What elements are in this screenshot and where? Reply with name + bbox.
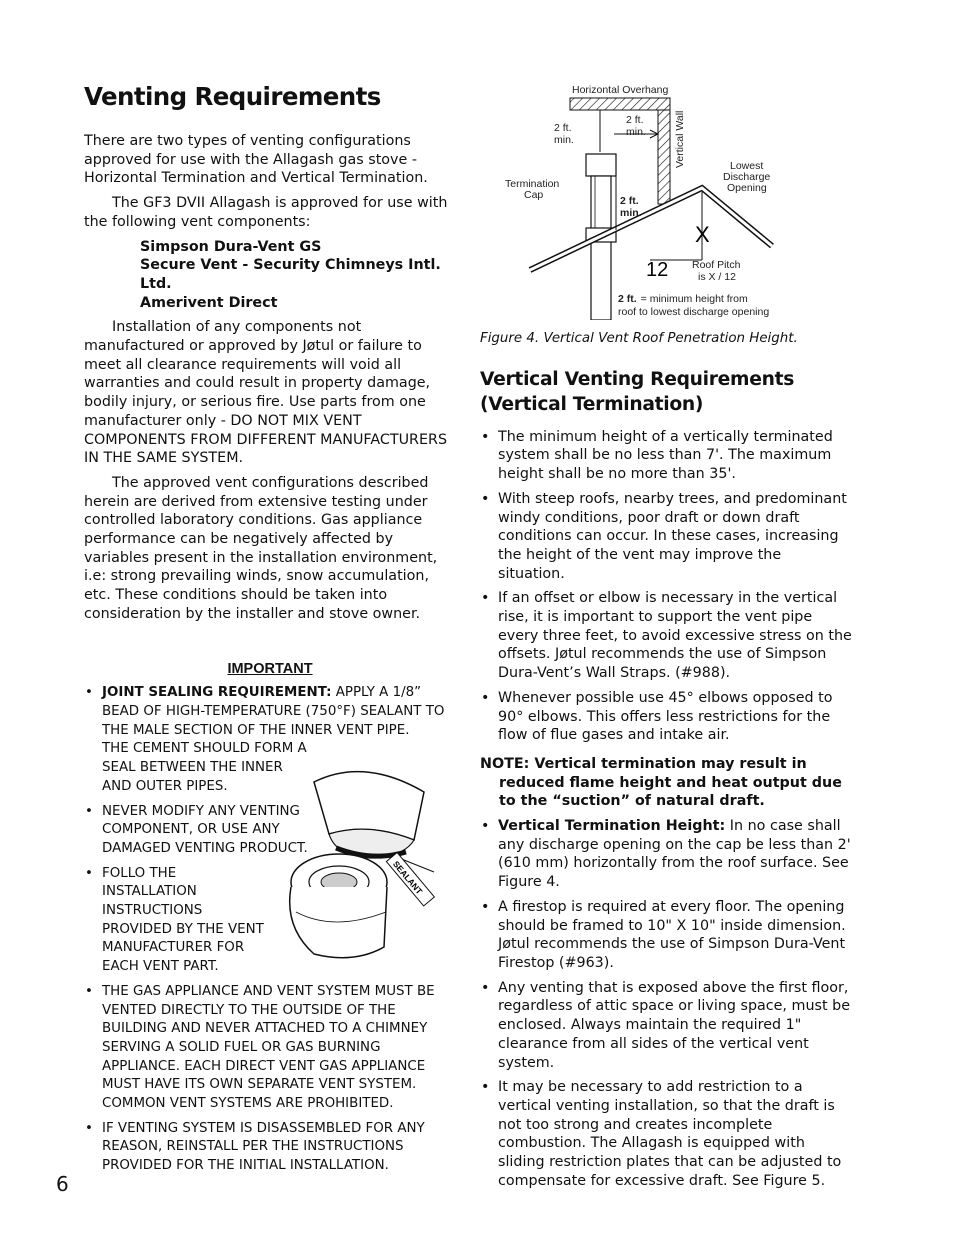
requirement-item [480, 428, 852, 484]
manufacturer-item: Simpson Dura-Vent GS [140, 238, 322, 255]
requirement-text: Whenever possible use 45° elbows opposed to 90° elbows. This offers less restrictions for the flow of flue gases and intake air. [498, 689, 833, 744]
requirement-item [480, 589, 852, 683]
mid-dimension-value: 2 ft. [620, 195, 639, 207]
bullet-glyph: • [481, 898, 490, 915]
lowest-discharge-label-2: Discharge [723, 171, 771, 183]
manufacturer-list [140, 238, 456, 313]
manufacturer-item: Secure Vent - Security Chimneys Intl. Ltd. [140, 257, 441, 292]
pitch-12-label: 12 [646, 259, 669, 281]
important-bullet-item [84, 983, 456, 1114]
requirement-text-cont: The Allagash is equipped with sliding restriction plates that can be adjusted to compensate for excessive draft. See Figure 5. [498, 1135, 842, 1189]
left-dimension-value: 2 ft. [554, 122, 572, 134]
joint-sealing-text: APPLY A 1/8” BEAD OF HIGH-TEMPERATURE (750°F) SEALANT TO THE MALE SECTION OF THE INNER VENT PIPE. [102, 685, 445, 738]
requirement-text: In no case shall any discharge opening on the cap be less than 2' (610 mm) horizontally from the roof surface. See Figure 4. [498, 818, 851, 891]
bullet-glyph: • [85, 685, 93, 701]
legend-text-1 [618, 293, 748, 305]
vertical-vent-roof-diagram [490, 80, 790, 320]
warranty-warning-paragraph: Installation of any components not manufactured or approved by Jøtul or failure to meet all clearance requirements will void all warranties and could result in property damage, bodily injury, or serious fire. Use parts from one manufacturer only - DO NOT MIX VENT COMPONENTS FROM DIFFERENT MANUFACTURERS IN THE SAME SYSTEM. [84, 319, 448, 467]
vent-pipe [591, 176, 611, 320]
vertical-wall [658, 110, 670, 204]
bullet-glyph: • [85, 983, 93, 999]
legend-text-2: roof to lowest discharge opening [618, 306, 770, 318]
requirement-text: If an offset or elbow is necessary in the vertical rise, it is important to support the vent pipe every three feet, to avoid excessive stress on the offsets. Jøtul recommends the use of Simpson Dura-Vent’s Wall Straps. (#988). [498, 590, 852, 682]
legend-bold: 2 ft. [618, 293, 637, 305]
bullet-glyph: • [85, 865, 93, 881]
sealant-label: SEALANT [390, 859, 425, 897]
never-modify-text: NEVER MODIFY ANY VENTING COMPONENT, OR USE ANY DAMAGED VENTING PRODUCT. [102, 803, 308, 856]
joint-sealing-text-cont: THE CEMENT SHOULD FORM A SEAL BETWEEN THE INNER AND OUTER PIPES. [102, 741, 307, 794]
left-column [84, 80, 456, 1182]
termination-height-label: Vertical Termination Height: [498, 818, 726, 835]
overhang-label: Horizontal Overhang [572, 84, 669, 96]
page-title: Venting Requirements [84, 82, 381, 111]
requirement-item [480, 490, 852, 584]
approved-components-paragraph: The GF3 DVII Allagash is approved for use with the following vent components: [84, 195, 448, 230]
bullet-glyph: • [481, 428, 490, 445]
figure-caption: Figure 4. Vertical Vent Roof Penetration Height. [480, 331, 798, 346]
requirement-item [480, 1078, 852, 1190]
requirement-text: Any venting that is exposed above the first floor, regardless of attic space or living space, must be enclosed. Always maintain the required 1" clearance from all sides of the vertical vent system. [498, 979, 850, 1071]
joint-sealing-label: JOINT SEALING REQUIREMENT: [102, 685, 332, 701]
bullet-glyph: • [85, 803, 93, 819]
requirement-item [480, 898, 852, 973]
right-column [480, 330, 852, 1196]
termination-cap-label-2: Cap [524, 189, 544, 201]
roof-pitch-label-2: is X / 12 [698, 271, 736, 283]
top-dimension-min: min. [626, 126, 646, 138]
termination-cap-label-1: Termination [505, 178, 560, 190]
roof-line [530, 188, 772, 270]
lowest-discharge-label-3: Opening [727, 182, 767, 194]
important-bullet-item [84, 684, 456, 796]
vertical-wall-label: Vertical Wall [674, 110, 686, 168]
bullet-glyph: • [481, 689, 490, 706]
requirement-text: A firestop is required at every floor. The opening should be framed to 10" X 10" inside dimension. Jøtul recommends the use of Simpson Dura-Vent Firestop (#963). [498, 898, 846, 971]
bullet-glyph: • [481, 979, 490, 996]
manufacturer-item: Amerivent Direct [140, 294, 278, 311]
important-bullet-item [84, 803, 456, 859]
bullet-glyph: • [85, 1120, 93, 1136]
top-dimension-value: 2 ft. [626, 114, 644, 126]
follow-instructions-text: FOLLO THE INSTALLATION INSTRUCTIONS PROVIDED BY THE VENT MANUFACTURER FOR EACH VENT PART. [102, 865, 264, 975]
bullet-glyph: • [481, 590, 490, 607]
important-heading: IMPORTANT [227, 660, 313, 677]
requirement-item [480, 689, 852, 745]
requirement-text: It may be necessary to add restriction to a vertical venting installation, so that the draft is not too strong and creates incomplete combustion. [498, 1079, 835, 1152]
requirement-item [480, 817, 852, 892]
vertical-requirements-list [480, 428, 852, 745]
page-number: 6 [56, 1172, 69, 1196]
roof-pitch-label-1: Roof Pitch [692, 259, 741, 271]
important-section [84, 684, 456, 1176]
mid-dimension-min: min. [620, 207, 642, 219]
important-bullet-list [84, 684, 456, 1176]
termination-cap [586, 154, 616, 176]
vertical-requirements-list-2 [480, 817, 852, 1190]
reinstall-text: IF VENTING SYSTEM IS DISASSEMBLED FOR ANY REASON, REINSTALL PER THE INSTRUCTIONS PROVIDED FOR THE INITIAL INSTALLATION. [102, 1120, 425, 1174]
left-dimension-min: min. [554, 134, 574, 146]
section-heading: Vertical Venting Requirements (Vertical Termination) [480, 368, 795, 415]
requirement-text: With steep roofs, nearby trees, and predominant windy conditions, poor draft or down draft conditions can occur. In these cases, increasing the height of the vent may improve the situation. [498, 490, 847, 582]
important-bullet-item [84, 1120, 456, 1176]
vent-direct-text: THE GAS APPLIANCE AND VENT SYSTEM MUST BE VENTED DIRECTLY TO THE OUTSIDE OF THE BUILDING AND NEVER ATTACHED TO A CHIMNEY SERVING A SOLID FUEL OR GAS BURNING APPLIANCE. EACH DIRECT VENT GAS APPLIANCE MUST HAVE ITS OWN SEPARATE VENT SYSTEM. COMMON VENT SYSTEMS ARE PROHIBITED. [102, 983, 435, 1112]
legend-rest: = minimum height from [640, 293, 748, 305]
bullet-glyph: • [481, 818, 490, 835]
lowest-discharge-label-1: Lowest [730, 160, 764, 172]
horizontal-overhang [570, 98, 670, 110]
important-bullet-item [84, 865, 456, 977]
bullet-glyph: • [481, 490, 490, 507]
intro-paragraph: There are two types of venting configurations approved for use with the Allagash gas stove - Horizontal Termination and Vertical Termination. [84, 133, 428, 187]
bullet-glyph: • [481, 1079, 490, 1096]
configurations-paragraph: The approved vent configurations described herein are derived from extensive testing under controlled laboratory conditions. Gas appliance performance can be negatively affected by variables present in the installation environment, i.e: strong prevailing winds, snow accumulation, etc. These conditions should be taken into consideration by the installer and stove owner. [84, 474, 438, 622]
pitch-x-label: X [695, 222, 710, 247]
requirement-text: The minimum height of a vertically terminated system shall be no less than 7'. The maximum height shall be no more than 35'. [498, 428, 833, 483]
note-paragraph: NOTE: Vertical termination may result in reduced flame height and heat output due to the “suction” of natural draft. [480, 755, 842, 810]
requirement-item [480, 979, 852, 1073]
